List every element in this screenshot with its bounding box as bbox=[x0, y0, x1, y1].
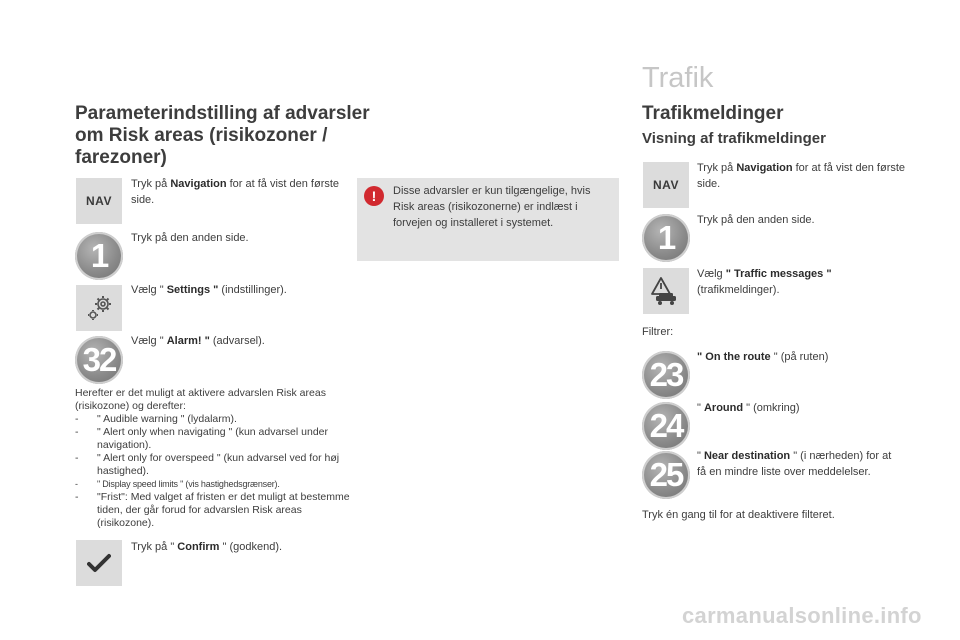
list-item: - " Alert only for overspeed " (kun advarsel ved for høj hastighed). bbox=[75, 452, 350, 478]
options-paragraph bbox=[75, 387, 350, 530]
step-page2-text: Tryk på den anden side. bbox=[131, 232, 249, 244]
options-intro: Herefter er det muligt at aktivere advarslen Risk areas (risikozone) og derefter: bbox=[75, 387, 326, 412]
filter-badge-24: 24 bbox=[642, 402, 690, 450]
right-subheading: Visning af trafikmeldinger bbox=[642, 130, 826, 147]
list-item: - " Audible warning " (lydalarm). bbox=[75, 413, 350, 426]
left-heading: Parameterindstilling af advarsler om Risk areas (risikozoner / farezoner) bbox=[75, 103, 370, 168]
options-list bbox=[75, 413, 350, 530]
filter-route-text: " On the route " (på ruten) bbox=[697, 351, 829, 363]
step-confirm-text: Tryk på " Confirm " (godkend). bbox=[131, 541, 283, 553]
nav-button-icon bbox=[76, 178, 122, 224]
nav-label: NAV bbox=[86, 194, 112, 208]
checkmark-icon bbox=[76, 540, 122, 586]
exclamation-icon: ! bbox=[364, 186, 384, 206]
filters-label: Filtrer: bbox=[642, 326, 674, 338]
filter-near-text: " Near destination " (i nærheden) for at få en mindre liste over meddelelser. bbox=[697, 450, 892, 478]
step-badge-1: 1 bbox=[75, 232, 123, 280]
list-item: - " Alert only when navigating " (kun advarsel under navigation). bbox=[75, 426, 350, 452]
filter-around-text: " Around " (omkring) bbox=[697, 402, 800, 414]
filter-badge-25: 25 bbox=[642, 451, 690, 499]
nav-label: NAV bbox=[653, 178, 679, 192]
list-item: - "Frist": Med valget af fristen er det muligt at bestemme tiden, der går forud for advarslen Risk areas (risikozone). bbox=[75, 491, 350, 530]
right-step-badge-1: 1 bbox=[642, 214, 690, 262]
filter-badge-23: 23 bbox=[642, 351, 690, 399]
step-settings-text: Vælg " Settings " (indstillinger). bbox=[131, 284, 287, 296]
step-nav-text: Tryk på Navigation for at få vist den første side. bbox=[131, 178, 340, 206]
right-step-traffic-text: Vælg " Traffic messages " (trafikmeldinger). bbox=[697, 268, 832, 296]
right-step-nav-text: Tryk på Navigation for at få vist den første side. bbox=[697, 162, 906, 190]
right-heading: Trafikmeldinger bbox=[642, 103, 784, 124]
traffic-warning-icon bbox=[643, 268, 689, 314]
nav-button-icon bbox=[643, 162, 689, 208]
step-badge-32: 32 bbox=[75, 336, 123, 384]
list-item: - " Display speed limits " (vis hastighedsgrænser). bbox=[75, 478, 350, 491]
right-step-page2-text: Tryk på den anden side. bbox=[697, 214, 815, 226]
gear-icon bbox=[76, 285, 122, 331]
section-title: Trafik bbox=[642, 62, 714, 94]
step-alarm-text: Vælg " Alarm! " (advarsel). bbox=[131, 335, 265, 347]
note-text: Disse advarsler er kun tilgængelige, hvis Risk areas (risikozonerne) er indlæst i forvejen og installeret i systemet. bbox=[393, 185, 591, 229]
watermark: carmanualsonline.info bbox=[682, 603, 922, 628]
filter-footer-note: Tryk én gang til for at deaktivere filteret. bbox=[642, 509, 835, 521]
